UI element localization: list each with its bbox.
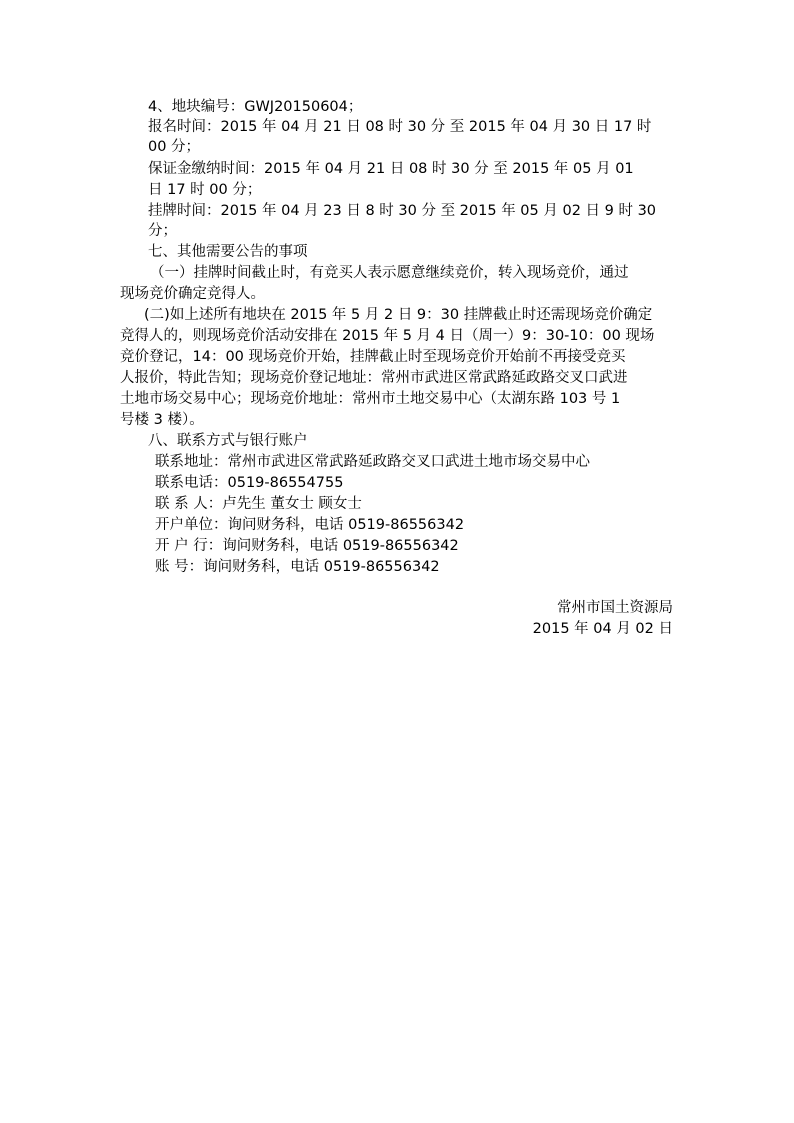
registration-time-line-cont: 00 分； [148, 139, 201, 155]
parcel-number-line: 4、地块编号：GWJ20150604； [148, 99, 363, 115]
contact-address-line: 联系地址：常州市武进区常武路延政路交叉口武进土地市场交易中心 [155, 454, 590, 470]
clause-two-line-3: 竞价登记，14：00 现场竞价开始，挂牌截止时至现场竞价开始前不再接受竞买 [120, 349, 626, 365]
signature-date: 2015 年 04 月 02 日 [532, 621, 673, 637]
clause-one-line-cont: 现场竞价确定竞得人。 [120, 286, 265, 302]
bank-line: 开 户 行：询问财务科，电话 0519-86556342 [155, 538, 459, 554]
clause-two-line-5: 土地市场交易中心；现场竞价地址：常州市土地交易中心（太湖东路 103 号 1 [120, 391, 621, 407]
clause-two-line-2: 竞得人的，则现场竞价活动安排在 2015 年 5 月 4 日（周一）9：30-10：00 现场 [120, 328, 655, 344]
deposit-time-line-cont: 日 17 时 00 分； [148, 182, 262, 198]
registration-time-line: 报名时间：2015 年 04 月 21 日 08 时 30 分 至 2015 年 04 月 30 日 17 时 [148, 119, 652, 135]
clause-two-line-6: 号楼 3 楼）。 [120, 412, 204, 428]
clause-two-line: (二)如上述所有地块在 2015 年 5 月 2 日 9：30 挂牌截止时还需现场竞价确定 [144, 307, 653, 323]
account-holder-line: 开户单位：询问财务科，电话 0519-86556342 [155, 517, 465, 533]
deposit-time-line: 保证金缴纳时间：2015 年 04 月 21 日 08 时 30 分 至 2015 年 05 月 01 [148, 161, 634, 177]
contact-phone-line: 联系电话：0519-86554755 [155, 475, 344, 491]
clause-two-line-4: 人报价，特此告知；现场竞价登记地址：常州市武进区常武路延政路交叉口武进 [120, 370, 628, 386]
contact-person-line: 联 系 人：卢先生 董女士 顾女士 [155, 496, 362, 512]
clause-one-line: （一）挂牌时间截止时，有竞买人表示愿意继续竞价，转入现场竞价，通过 [150, 265, 629, 281]
section-seven-heading: 七、其他需要公告的事项 [148, 244, 308, 260]
signature-organization: 常州市国土资源局 [557, 600, 673, 616]
listing-time-line: 挂牌时间：2015 年 04 月 23 日 8 时 30 分 至 2015 年 05 月 02 日 9 时 30 [148, 203, 657, 219]
account-number-line: 账 号：询问财务科，电话 0519-86556342 [155, 559, 440, 575]
listing-time-line-cont: 分； [148, 223, 177, 239]
section-eight-heading: 八、联系方式与银行账户 [148, 433, 308, 449]
